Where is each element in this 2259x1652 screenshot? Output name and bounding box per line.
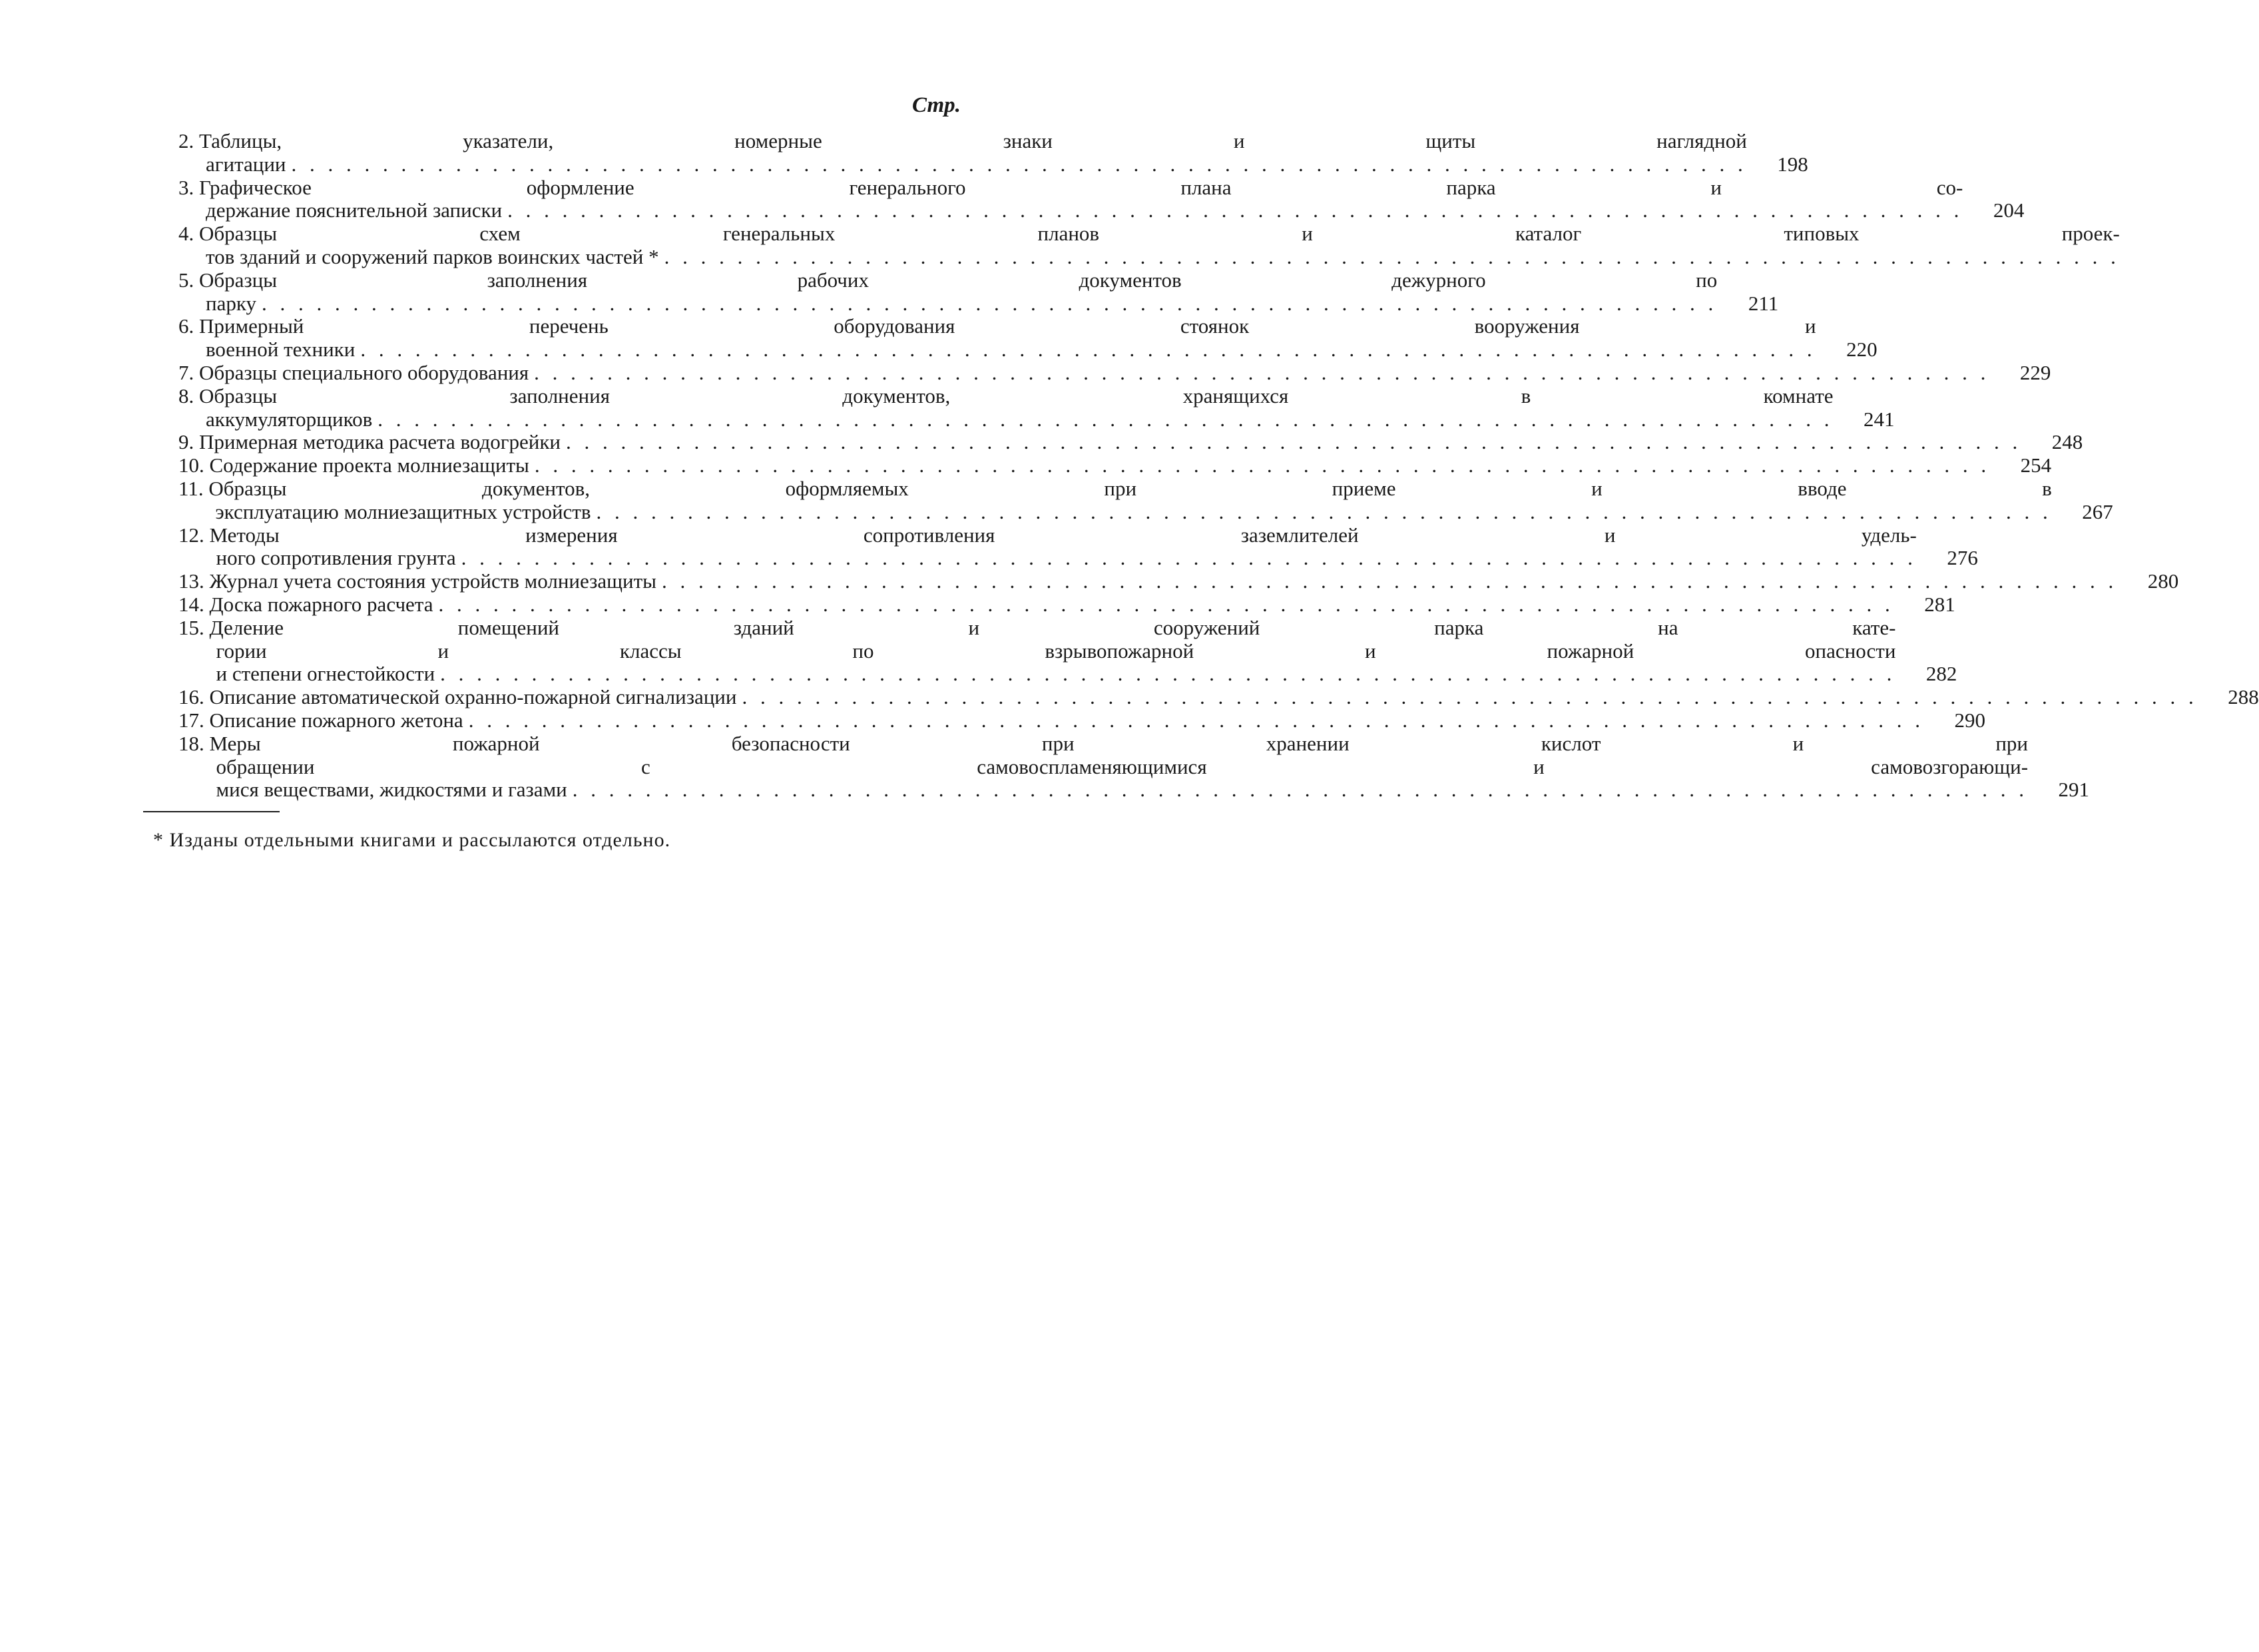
toc-entry-body	[178, 222, 2120, 269]
toc-entry-page-number: 267	[2082, 499, 2113, 523]
toc-entry-body	[178, 431, 2021, 454]
toc-entry-body	[178, 385, 1834, 431]
toc-entry-line: Деление помещений зданий и сооружений парка на кате-	[209, 615, 1896, 639]
dot-leader: . . . . . . . . . . . . . . . . . . . . . . . . . . . . . . . . . . . . . . . . . . . . . . . . . . . . . . . . . . . . . . . . . . . . . . . . . . . . . . . .	[566, 430, 2022, 454]
toc-entry-title	[199, 362, 1989, 385]
toc-entry-line-text: аккумуляторщиков	[206, 407, 373, 431]
toc-entry-line-text: Доска пожарного расчета	[209, 592, 433, 616]
toc-entry	[178, 731, 2090, 802]
toc-entry-page-number: 290	[1954, 708, 1985, 732]
toc-entry	[178, 615, 1957, 686]
toc-entry-page-number: 229	[2019, 360, 2051, 384]
dot-leader: . . . . . . . . . . . . . . . . . . . . . . . . . . . . . . . . . . . . . . . . . . . . . . . . . . . . . . . . . . . . . . . . . . . . . . . . . . . . . . . .	[438, 592, 1894, 616]
toc-entry-line	[199, 408, 1834, 431]
toc-entry	[178, 268, 1779, 316]
dot-leader: . . . . . . . . . . . . . . . . . . . . . . . . . . . . . . . . . . . . . . . . . . . . . . . . . . . . . . . . . . . . . . . . . . . . . . . . . . . . . . . .	[661, 569, 2118, 593]
footnote-divider	[143, 811, 280, 812]
toc-entry-body	[178, 269, 1717, 316]
toc-entry-title	[199, 269, 1717, 316]
toc-entry-page-number: 280	[2147, 569, 2179, 593]
toc-entry-page-number: 248	[2051, 430, 2083, 454]
toc-entry-line: Графическое оформление генерального плана парка и со-	[199, 175, 1963, 199]
toc-entry-line-text: агитации	[206, 152, 286, 176]
toc-entry-page-number: 291	[2058, 778, 2090, 802]
toc-entry-title	[210, 454, 1991, 477]
toc-entry-line-text: и степени огнестойкости	[216, 662, 435, 686]
dot-leader: . . . . . . . . . . . . . . . . . . . . . . . . . . . . . . . . . . . . . . . . . . . . . . . . . . . . . . . . . . . . . . . . . . . . . . . . . . . . . . . .	[461, 546, 1917, 570]
toc-entry-body	[178, 524, 1917, 571]
toc-entry-title	[210, 686, 2198, 709]
toc-entry-line	[208, 501, 2051, 524]
toc-entry-number: 18.	[178, 731, 210, 755]
toc-entry	[178, 175, 2025, 223]
toc-entry	[178, 453, 2052, 477]
toc-entry-number: 15.	[178, 615, 210, 639]
toc-entry-title	[199, 431, 2021, 454]
toc-entry	[178, 476, 2113, 524]
dot-leader: . . . . . . . . . . . . . . . . . . . . . . . . . . . . . . . . . . . . . . . . . . . . . . . . . . . . . . . . . . . . . . . . . . . . . . . . . . . . . . . .	[261, 291, 1718, 315]
toc-entry-line: Образцы документов, оформляемых при приеме и вводе в	[208, 476, 2052, 500]
toc-entry	[178, 569, 2179, 593]
toc-entry	[178, 685, 2259, 709]
toc-entry-line	[199, 199, 1963, 222]
toc-entry-line	[210, 593, 1894, 617]
dot-leader: . . . . . . . . . . . . . . . . . . . . . . . . . . . . . . . . . . . . . . . . . . . . . . . . . . . . . . . . . . . . . . . . . . . . . . . . . . . . . . . .	[742, 685, 2198, 709]
toc-entry-line: Методы измерения сопротивления заземлителей и удель-	[209, 523, 1917, 547]
toc-entry-number: 8.	[178, 384, 199, 408]
toc-entry-page-number: 204	[1993, 198, 2025, 222]
toc-entry-number: 16.	[178, 685, 210, 709]
footnote: * Изданы отдельными книгами и рассылаются отдельно.	[153, 829, 671, 851]
toc-entry	[178, 314, 1878, 362]
toc-entry	[178, 384, 1895, 431]
toc-entry-page-number: 220	[1846, 338, 1878, 362]
toc-entry-number: 10.	[178, 453, 210, 477]
toc-entry-line: Таблицы, указатели, номерные знаки и щиты наглядной	[199, 129, 1747, 152]
toc-entry-page-number: 254	[2020, 453, 2052, 477]
toc-entry-page-number: 211	[1748, 291, 1779, 315]
toc-entry-line	[210, 547, 1917, 570]
toc-entry-page-number: 282	[1925, 662, 1957, 686]
toc-entry-line-text: держание пояснительной записки	[206, 198, 503, 222]
toc-entry-line: Примерный перечень оборудования стоянок вооружения и	[199, 314, 1816, 338]
dot-leader: . . . . . . . . . . . . . . . . . . . . . . . . . . . . . . . . . . . . . . . . . . . . . . . . . . . . . . . . . . . . . . . . . . . . . . . . . . . . . . . .	[534, 453, 1991, 477]
dot-leader: . . . . . . . . . . . . . . . . . . . . . . . . . . . . . . . . . . . . . . . . . . . . . . . . . . . . . . . . . . . . . . . . . . . . . . . . . . . . . . . .	[468, 708, 1924, 732]
toc-entry-number: 4.	[178, 222, 199, 246]
toc-entry-page-number: 281	[1924, 592, 1955, 616]
toc-entry-line-text: Описание пожарного жетона	[209, 708, 463, 732]
toc-entry-page-number: 198	[1777, 152, 1808, 176]
dot-leader: . . . . . . . . . . . . . . . . . . . . . . . . . . . . . . . . . . . . . . . . . . . . . . . . . . . . . . . . . . . . . . . . . . . . . . . . . . . . . . . .	[596, 499, 2052, 523]
toc-entry-title	[199, 315, 1816, 362]
toc-entry	[178, 523, 1978, 571]
toc-entry-title	[210, 524, 1917, 571]
page-column-header: Стр.	[912, 93, 961, 117]
toc-entry-line: Образцы заполнения документов, хранящихся в комнате	[199, 384, 1834, 408]
toc-entry-line	[210, 709, 1924, 732]
toc-entry-title	[199, 385, 1834, 431]
toc-entry-line: Меры пожарной безопасности при хранении кислот и при	[209, 731, 2029, 755]
toc-entry-title	[210, 732, 2029, 802]
toc-entry-line	[199, 362, 1989, 385]
toc-entry	[178, 592, 1955, 617]
toc-entry-line	[199, 338, 1816, 362]
dot-leader: . . . . . . . . . . . . . . . . . . . . . . . . . . . . . . . . . . . . . . . . . . . . . . . . . . . . . . . . . . . . . . . . . . . . . . . . . . . . . . . .	[664, 244, 2120, 268]
toc-entry-body	[178, 732, 2028, 802]
dot-leader: . . . . . . . . . . . . . . . . . . . . . . . . . . . . . . . . . . . . . . . . . . . . . . . . . . . . . . . . . . . . . . . . . . . . . . . . . . . . . . . .	[572, 778, 2029, 802]
dot-leader: . . . . . . . . . . . . . . . . . . . . . . . . . . . . . . . . . . . . . . . . . . . . . . . . . . . . . . . . . . . . . . . . . . . . . . . . . . . . . . . .	[507, 198, 1963, 222]
toc-entry-title	[210, 617, 1896, 686]
toc-entry-number: 2.	[178, 129, 199, 152]
toc-entry-number: 13.	[178, 569, 210, 593]
toc-entry-body	[178, 686, 2198, 709]
toc-entry-line-text: ного сопротивления грунта	[216, 546, 456, 570]
toc-entry-line-text: Описание автоматической охранно-пожарной сигнализации	[209, 685, 737, 709]
toc-entry-number: 5.	[178, 268, 199, 292]
toc-entry-line	[199, 292, 1717, 316]
dot-leader: . . . . . . . . . . . . . . . . . . . . . . . . . . . . . . . . . . . . . . . . . . . . . . . . . . . . . . . . . . . . . . . . . . . . . . . . . . . . . . . .	[377, 407, 1834, 431]
toc-entry-line-text: военной техники	[206, 338, 356, 362]
toc-entry-number: 11.	[178, 476, 209, 500]
toc-entry-line: Образцы схем генеральных планов и каталог типовых проек-	[199, 222, 2120, 246]
toc-entry-body	[178, 176, 1963, 223]
toc-entry-line: гории и классы по взрывопожарной и пожарной опасности	[216, 639, 1896, 663]
toc-entry-line-text: парку	[206, 291, 256, 315]
toc-entry-body	[178, 477, 2052, 524]
toc-entry-line-text: Образцы специального оборудования	[199, 360, 529, 384]
toc-entry-title	[199, 176, 1963, 223]
toc-entry-number: 3.	[178, 175, 199, 199]
toc-entry	[178, 129, 1808, 176]
toc-entry-number: 9.	[178, 430, 199, 454]
toc-entry-line: Образцы заполнения рабочих документов дежурного по	[199, 268, 1718, 292]
toc-entry-title	[199, 130, 1747, 176]
toc-entry-title	[210, 593, 1894, 617]
toc-entry-title	[208, 477, 2051, 524]
toc-entry-number: 14.	[178, 592, 210, 616]
toc-entry-body	[178, 130, 1747, 176]
toc-entry-body	[178, 570, 2117, 593]
toc-entry-line-text: Примерная методика расчета водогрейки	[199, 430, 561, 454]
toc-entry	[178, 430, 2083, 454]
toc-entry-number: 6.	[178, 314, 199, 338]
toc-entry-title	[210, 709, 1924, 732]
toc-entry-line	[210, 686, 2198, 709]
toc-entry-page-number: 288	[2228, 685, 2259, 709]
toc-entry-line: обращении с самовоспламеняющимися и самовозгорающи-	[216, 754, 2029, 778]
toc-entry	[178, 708, 1985, 732]
toc-entry-line	[199, 246, 2120, 269]
toc-entry-body	[178, 315, 1816, 362]
toc-entry-page-number: 276	[1947, 546, 1978, 570]
toc-entry-number: 12.	[178, 523, 210, 547]
toc-entry-line-text: Журнал учета состояния устройств молниезащиты	[209, 569, 656, 593]
toc-entry-line	[210, 663, 1896, 686]
toc-entry-body	[178, 593, 1894, 617]
toc-entry-line-text: тов зданий и сооружений парков воинских частей *	[206, 244, 659, 268]
toc-entry-line	[199, 153, 1747, 176]
toc-entry	[178, 360, 2051, 385]
toc-entry-title	[199, 222, 2120, 269]
toc-entry-line-text: Содержание проекта молниезащиты	[209, 453, 529, 477]
toc-entry-line-text: мися веществами, жидкостями и газами	[216, 778, 567, 802]
toc-entry-number: 17.	[178, 708, 210, 732]
toc-entry-body	[178, 454, 1990, 477]
dot-leader: . . . . . . . . . . . . . . . . . . . . . . . . . . . . . . . . . . . . . . . . . . . . . . . . . . . . . . . . . . . . . . . . . . . . . . . . . . . . . . . .	[291, 152, 1747, 176]
toc-entry-line	[210, 570, 2118, 593]
toc-entry-number: 7.	[178, 360, 199, 384]
toc-entry-line	[199, 431, 2021, 454]
toc-entry-body	[178, 709, 1924, 732]
toc-entry-line	[210, 778, 2029, 802]
table-of-contents	[178, 129, 2259, 802]
toc-entry	[178, 222, 2120, 269]
toc-entry-line	[210, 454, 1991, 477]
toc-entry-page-number: 241	[1864, 407, 1895, 431]
toc-entry-title	[210, 570, 2118, 593]
dot-leader: . . . . . . . . . . . . . . . . . . . . . . . . . . . . . . . . . . . . . . . . . . . . . . . . . . . . . . . . . . . . . . . . . . . . . . . . . . . . . . . .	[360, 338, 1816, 362]
toc-entry-line-text: эксплуатацию молниезащитных устройств	[215, 499, 591, 523]
dot-leader: . . . . . . . . . . . . . . . . . . . . . . . . . . . . . . . . . . . . . . . . . . . . . . . . . . . . . . . . . . . . . . . . . . . . . . . . . . . . . . . .	[534, 360, 1990, 384]
dot-leader: . . . . . . . . . . . . . . . . . . . . . . . . . . . . . . . . . . . . . . . . . . . . . . . . . . . . . . . . . . . . . . . . . . . . . . . . . . . . . . . .	[440, 662, 1896, 686]
toc-entry-body	[178, 617, 1895, 686]
toc-entry-body	[178, 362, 1989, 385]
